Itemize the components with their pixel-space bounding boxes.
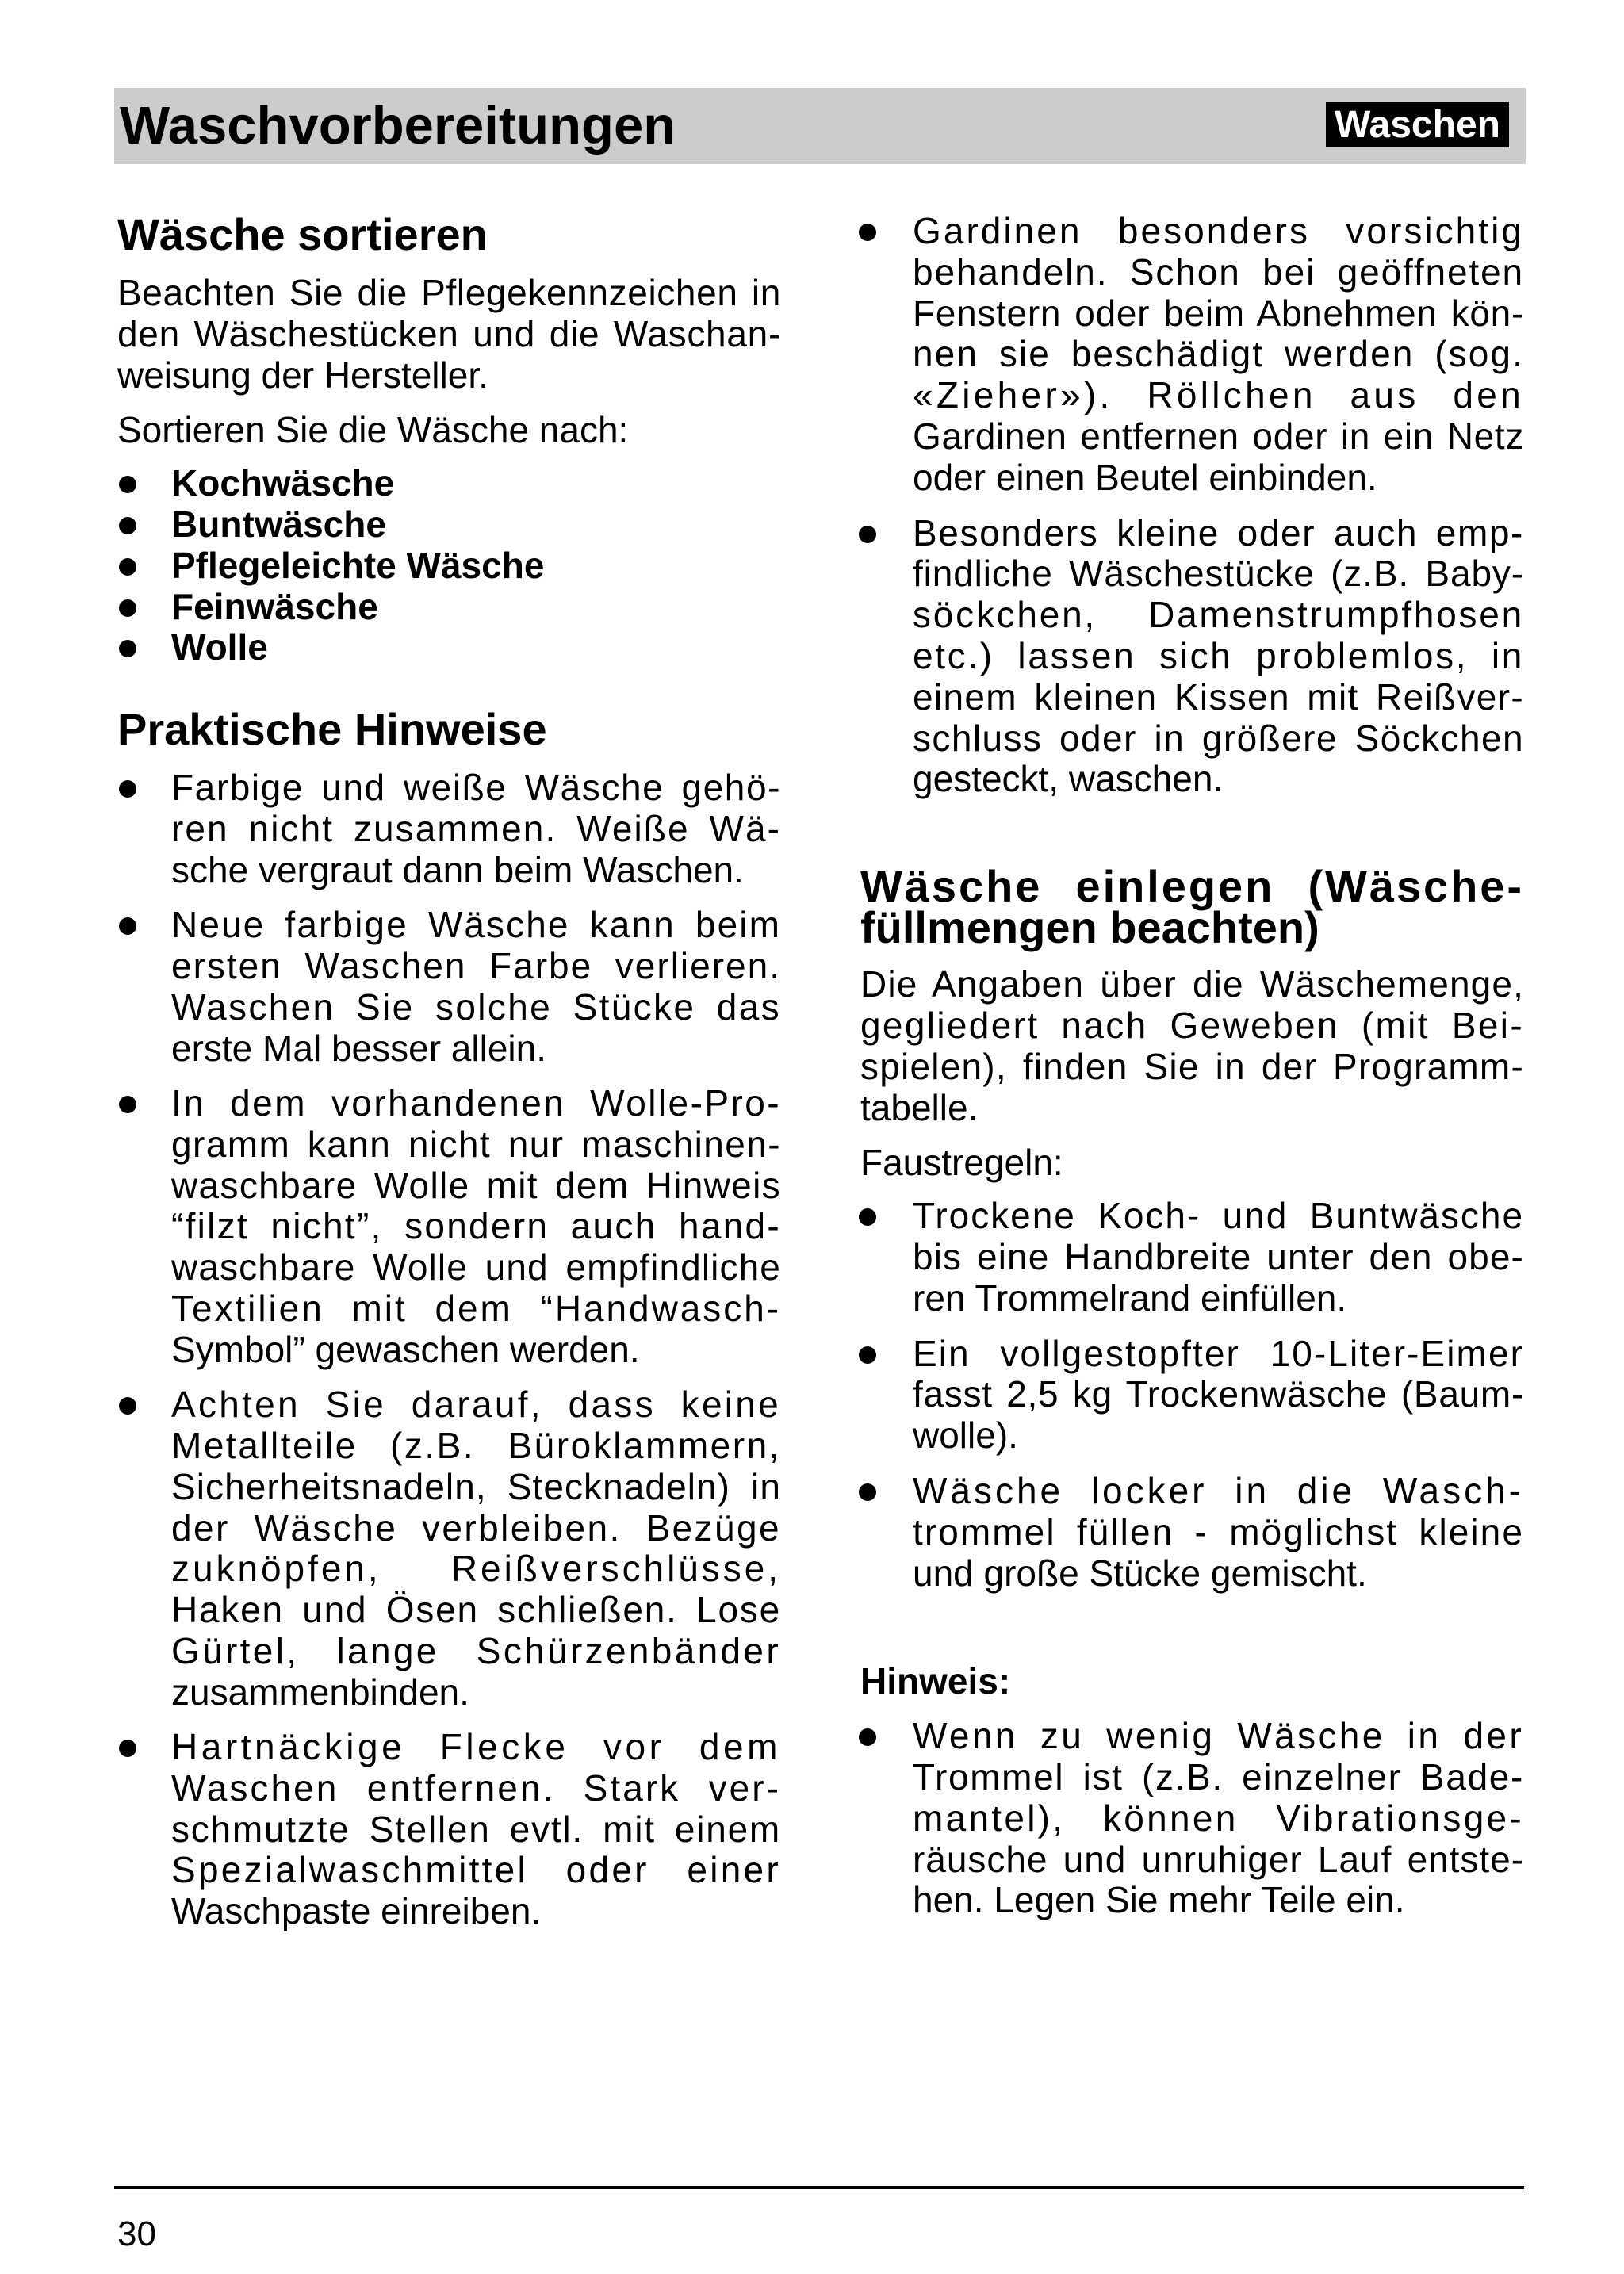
text-line: In dem vorhandenen Wolle-Pro-	[171, 1081, 781, 1124]
bullet-icon	[859, 1728, 876, 1746]
text-line: Farbige und weiße Wäsche gehö-	[171, 767, 781, 809]
text-line: Sicherheitsnadeln, Stecknadeln) in	[171, 1465, 781, 1507]
text-line: Gardinen entfernen oder in ein Netz	[913, 415, 1524, 457]
bullet-icon	[859, 1483, 876, 1501]
text-line: söckchen, Damenstrumpfhosen	[913, 594, 1524, 636]
text-line: gesteckt, waschen.	[913, 758, 1224, 800]
text-line: Spezialwaschmittel oder einer	[171, 1849, 781, 1891]
text-line: Wäsche locker in die Wasch-	[913, 1469, 1524, 1511]
list-item	[860, 1471, 1524, 1594]
text-line: “filzt nicht”, sondern auch hand-	[171, 1205, 781, 1247]
list-item-text	[913, 1334, 1524, 1457]
bullet-icon	[119, 517, 136, 534]
note-label: Hinweis:	[860, 1660, 1011, 1702]
list-item-text	[913, 513, 1524, 801]
text-line: zusammenbinden.	[171, 1671, 469, 1713]
text-line: Wenn zu wenig Wäsche in der	[913, 1715, 1524, 1757]
category-list	[117, 463, 781, 668]
text-line: Ein vollgestopfter 10-Liter-Eimer	[913, 1332, 1524, 1374]
text-line: waschbare Wolle mit dem Hinweis	[171, 1164, 781, 1206]
list-item-text	[171, 1384, 781, 1713]
right-column	[860, 211, 1524, 1921]
text-line: mantel), können Vibrationsge-	[913, 1797, 1524, 1839]
text-line: findliche Wäschestücke (z.B. Baby-	[913, 553, 1524, 595]
list-item-text	[171, 905, 781, 1069]
text-line: «Zieher»). Röllchen aus den	[913, 374, 1524, 416]
section-heading-tips: Praktische Hinweise	[117, 704, 547, 755]
list-item-label: Pflegeleichte Wäsche	[171, 544, 545, 586]
list-item	[860, 1196, 1524, 1319]
text-line: schluss oder in größere Söckchen	[913, 717, 1524, 759]
text-line: Besonders kleine oder auch emp-	[913, 511, 1524, 553]
text-line: fasst 2,5 kg Trockenwäsche (Baum-	[913, 1373, 1524, 1415]
text-line: hen. Legen Sie mehr Teile ein.	[913, 1879, 1405, 1921]
text-line: wolle).	[913, 1415, 1018, 1457]
text-line: Symbol” gewaschen werden.	[171, 1328, 640, 1370]
left-column	[117, 209, 781, 1932]
text-line: ren Trommelrand einfüllen.	[913, 1277, 1347, 1319]
list-item	[860, 513, 1524, 801]
bullet-icon	[119, 476, 136, 493]
list-item	[117, 546, 781, 587]
text-line: füllmengen beachten)	[860, 902, 1320, 953]
text-line: Waschen Sie solche Stücke das	[171, 986, 781, 1028]
text-line: ersten Waschen Farbe verlieren.	[171, 944, 781, 986]
text-line: Die Angaben über die Wäschemenge,	[860, 963, 1524, 1005]
text-line: Trommel ist (z.B. einzelner Bade-	[913, 1755, 1524, 1797]
list-item-label: Feinwäsche	[171, 585, 378, 627]
text-line: schmutzte Stellen evtl. mit einem	[171, 1808, 781, 1850]
list-item-text	[171, 768, 781, 890]
page-title: Waschvorbereitungen	[120, 96, 676, 155]
list-item	[117, 587, 781, 628]
text-line: Hartnäckige Flecke vor dem	[171, 1726, 781, 1768]
text-line: den Wäschestücken und die Waschan-	[117, 312, 781, 354]
bullet-icon	[119, 780, 136, 798]
list-item-text	[913, 1716, 1524, 1921]
list-item-label: Wolle	[171, 626, 268, 668]
text-line: Haken und Ösen schließen. Lose	[171, 1589, 781, 1631]
list-item	[117, 463, 781, 504]
list-item	[117, 627, 781, 668]
bullet-icon	[119, 558, 136, 576]
list-item	[117, 504, 781, 546]
list-item-label: Kochwäsche	[171, 462, 395, 504]
text-line: gramm kann nicht nur maschinen-	[171, 1123, 781, 1165]
sort-intro-paragraph	[117, 273, 781, 396]
text-line: trommel füllen - möglichst kleine	[913, 1510, 1524, 1552]
text-line: weisung der Hersteller.	[117, 354, 488, 396]
list-item	[117, 1727, 781, 1932]
list-item	[117, 768, 781, 890]
text-line: Wäsche einlegen (Wäsche-	[860, 861, 1524, 912]
bullet-icon	[119, 640, 136, 657]
text-line: Gürtel, lange Schürzenbänder	[171, 1629, 781, 1671]
text-line: Achten Sie darauf, dass keine	[171, 1384, 781, 1426]
page-number: 30	[117, 2215, 156, 2253]
list-item	[860, 211, 1524, 499]
text-line: oder einen Beutel einbinden.	[913, 456, 1377, 498]
text-line: tabelle.	[860, 1086, 979, 1128]
list-item-text	[171, 1083, 781, 1371]
text-line: gegliedert nach Geweben (mit Bei-	[860, 1004, 1524, 1046]
bullet-icon	[119, 917, 136, 935]
bullet-icon	[859, 1346, 876, 1364]
text-line: zuknöpfen, Reißverschlüsse,	[171, 1548, 781, 1590]
text-line: Trockene Koch- und Buntwäsche	[913, 1195, 1524, 1237]
list-item	[860, 1334, 1524, 1457]
text-line: waschbare Wolle und empfindliche	[171, 1246, 781, 1288]
text-line: sche vergraut dann beim Waschen.	[171, 848, 744, 890]
text-line: der Wäsche verbleiben. Bezüge	[171, 1506, 781, 1549]
text-line: Fenstern oder beim Abnehmen kön-	[913, 292, 1524, 334]
list-item-text	[913, 211, 1524, 499]
text-line: und große Stücke gemischt.	[913, 1552, 1367, 1594]
text-line: Beachten Sie die Pflegekennzeichen in	[117, 272, 781, 313]
text-line: Textilien mit dem “Handwasch-	[171, 1287, 781, 1329]
loading-intro-paragraph	[860, 964, 1524, 1128]
list-item-text	[913, 1471, 1524, 1594]
text-line: Neue farbige Wäsche kann beim	[171, 904, 781, 946]
page-header-bar	[114, 88, 1526, 164]
text-line: Waschen entfernen. Stark ver-	[171, 1767, 781, 1809]
footer-rule	[114, 2186, 1524, 2189]
bullet-icon	[119, 1740, 136, 1757]
bullet-icon	[859, 1208, 876, 1226]
text-line: erste Mal besser allein.	[171, 1027, 546, 1069]
text-line: etc.) lassen sich problemlos, in	[913, 634, 1524, 676]
section-heading-sort: Wäsche sortieren	[117, 209, 488, 259]
text-line: räusche und unruhiger Lauf entste-	[913, 1838, 1524, 1880]
text-line: Gardinen besonders vorsichtig	[913, 210, 1524, 251]
bullet-icon	[119, 599, 136, 617]
text-line: bis eine Handbreite unter den obe-	[913, 1235, 1524, 1277]
bullet-icon	[859, 526, 876, 543]
list-item	[117, 1384, 781, 1713]
text-line: spielen), finden Sie in der Programm-	[860, 1045, 1524, 1087]
text-line: nen sie beschädigt werden (sog.	[913, 333, 1524, 375]
bullet-icon	[119, 1397, 136, 1415]
text-line: ren nicht zusammen. Weiße Wä-	[171, 807, 781, 849]
bullet-icon	[859, 224, 876, 241]
bullet-icon	[119, 1096, 136, 1113]
chapter-badge: Waschen	[1326, 102, 1509, 147]
list-item	[117, 905, 781, 1069]
list-item	[860, 1716, 1524, 1921]
sort-lead-text: Sortieren Sie die Wäsche nach:	[117, 409, 629, 451]
text-line: einem kleinen Kissen mit Reißver-	[913, 676, 1524, 718]
list-item-text	[913, 1196, 1524, 1319]
text-line: Metallteile (z.B. Büroklammern,	[171, 1424, 781, 1466]
list-item	[117, 1083, 781, 1371]
rules-of-thumb-label: Faustregeln:	[860, 1142, 1063, 1184]
list-item-text	[171, 1727, 781, 1932]
text-line: behandeln. Schon bei geöffneten	[913, 251, 1524, 293]
list-item-label: Buntwäsche	[171, 503, 386, 545]
section-heading-loading	[860, 861, 1524, 953]
text-line: Waschpaste einreiben.	[171, 1890, 542, 1932]
